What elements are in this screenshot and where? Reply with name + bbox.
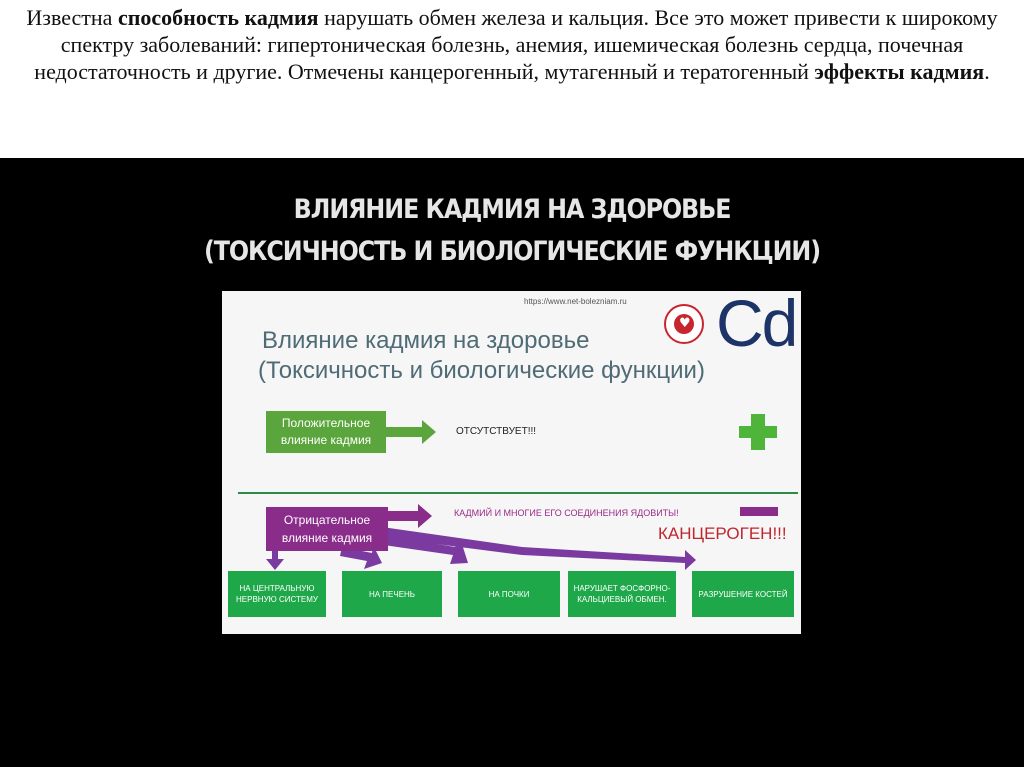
intro-text-1: Известна (26, 5, 118, 30)
absent-label: ОТСУТСТВУЕТ!!! (456, 426, 537, 437)
positive-label-2: влияние кадмия (280, 433, 372, 447)
card-title-line1: Влияние кадмия на здоровье (262, 327, 590, 354)
effect-box-kidneys: НА ПОЧКИ (458, 571, 560, 617)
infographic-card (222, 291, 801, 634)
heart-emblem-icon: ♥ (664, 304, 704, 344)
section-divider (238, 492, 798, 494)
positive-effect-box (266, 411, 386, 453)
intro-bold-1: способность кадмия (117, 5, 319, 30)
effect-box-liver: НА ПЕЧЕНЬ (342, 571, 442, 617)
intro-text-3: . (984, 59, 990, 84)
minus-icon (740, 507, 778, 516)
toxic-warning: КАДМИЙ И МНОГИЕ ЕГО СОЕДИНЕНИЯ ЯДОВИТЫ! (454, 508, 679, 518)
effect-box-phosphorus-calcium: НАРУШАЕТ ФОСФОРНО-КАЛЬЦИЕВЫЙ ОБМЕН. (568, 571, 676, 617)
effect-box-bone-destruction: РАЗРУШЕНИЕ КОСТЕЙ (692, 571, 794, 617)
intro-text-2: нарушать обмен железа и кальция. Все это может привести к широкому спектру заболеваний: гипертоническая болезнь, анемия, ишемическая болезнь сердца, почечная недостаточность и другие. Отмечены канцерогенный, мутагенный и тератогенный (34, 5, 998, 84)
negative-label-1: Отрицательное (283, 513, 371, 527)
intro-text-panel (0, 0, 1024, 158)
negative-effect-box (266, 507, 388, 551)
positive-label-1: Положительное (281, 416, 371, 430)
negative-label-2: влияние кадмия (281, 531, 373, 545)
carcinogen-label: КАНЦЕРОГЕН!!! (658, 524, 787, 543)
source-url: https://www.net-bolezniam.ru (524, 297, 627, 306)
card-title-line2: (Токсичность и биологические функции) (258, 357, 705, 384)
slide-heading-line2: (ТОКСИЧНОСТЬ И БИОЛОГИЧЕСКИЕ ФУНКЦИИ) (203, 236, 821, 267)
element-symbol: Cd (716, 291, 797, 360)
effect-box-nervous-system: НА ЦЕНТРАЛЬНУЮ НЕРВНУЮ СИСТЕМУ (228, 571, 326, 617)
plus-icon-bar (739, 426, 777, 438)
slide-heading-line1: ВЛИЯНИЕ КАДМИЯ НА ЗДОРОВЬЕ (293, 194, 731, 225)
intro-bold-2: эффекты кадмия (814, 59, 985, 84)
intro-paragraph (0, 0, 1024, 85)
